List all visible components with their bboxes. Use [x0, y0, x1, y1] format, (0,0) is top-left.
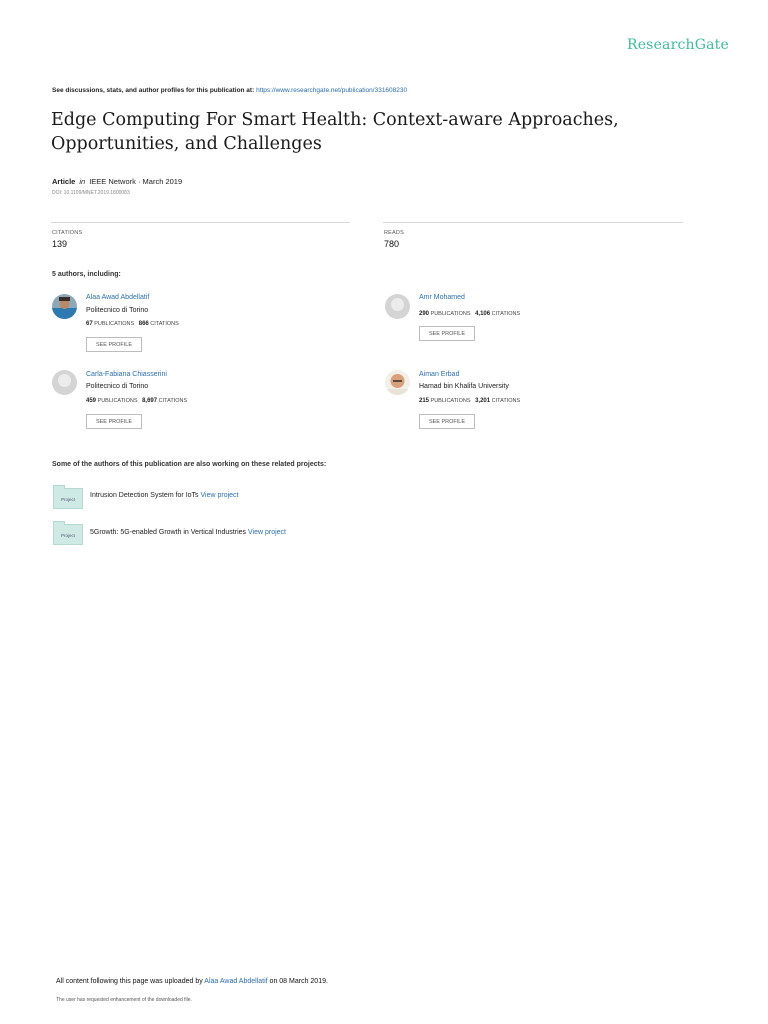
citations-label: CITATIONS — [158, 398, 188, 404]
publications-label: PUBLICATIONS — [94, 321, 135, 327]
article-type: Article — [52, 177, 76, 186]
project-item — [90, 492, 239, 499]
author-name[interactable]: Aiman Erbad — [419, 371, 460, 378]
see-profile-button[interactable]: SEE PROFILE — [86, 337, 142, 352]
citations-value: 139 — [52, 239, 68, 249]
publications-label: PUBLICATIONS — [430, 398, 471, 404]
authors-heading: 5 authors, including: — [52, 271, 121, 278]
citations-label: CITATIONS — [52, 230, 83, 236]
publications-label: PUBLICATIONS — [97, 398, 138, 404]
author-stats — [86, 321, 179, 327]
avatar[interactable] — [385, 294, 410, 319]
publication-url-link[interactable]: https://www.researchgate.net/publication/331608230 — [256, 87, 408, 94]
author-institution: Hamad bin Khalifa University — [419, 383, 509, 390]
article-meta — [52, 177, 182, 186]
author-photo-icon — [385, 370, 410, 395]
author-name[interactable]: Alaa Awad Abdellatif — [86, 294, 150, 301]
author-institution: Politecnico di Torino — [86, 383, 149, 390]
profiles-notice-text: See discussions, stats, and author profiles for this publication at: — [52, 87, 255, 94]
citations-count: 8,697 — [142, 398, 158, 404]
citations-count: 3,201 — [475, 398, 491, 404]
publication-title: Edge Computing For Smart Health: Context-aware Approaches, Opportunities, and Challenges — [51, 110, 619, 154]
reads-label: READS — [384, 230, 404, 236]
uploader-link[interactable]: Alaa Awad Abdellatif — [204, 978, 268, 985]
avatar[interactable] — [385, 370, 410, 395]
project-title: 5Growth: 5G-enabled Growth in Vertical Industries — [90, 529, 247, 536]
publications-count: 290 — [419, 311, 430, 317]
citations-label: CITATIONS — [150, 321, 179, 327]
author-stats — [419, 311, 520, 317]
doi: DOI: 10.1109/MNET.2019.1800083 — [52, 190, 130, 196]
see-profile-button[interactable]: SEE PROFILE — [419, 326, 475, 341]
citations-count: 4,106 — [475, 311, 491, 317]
project-icon-label: Project — [60, 533, 75, 538]
upload-date: on 08 March 2019. — [269, 978, 328, 985]
project-icon-label: Project — [60, 497, 75, 502]
avatar[interactable] — [52, 370, 77, 395]
article-in: in — [79, 177, 86, 186]
avatar[interactable] — [52, 294, 77, 319]
reads-divider — [383, 222, 683, 223]
enhancement-note: The user has requested enhancement of the downloaded file. — [56, 997, 192, 1003]
view-project-link[interactable]: View project — [247, 529, 286, 536]
see-profile-button[interactable]: SEE PROFILE — [419, 414, 475, 429]
project-folder-icon — [53, 488, 83, 509]
citations-count: 866 — [138, 321, 149, 327]
project-folder-icon — [53, 524, 83, 545]
see-profile-button[interactable]: SEE PROFILE — [86, 414, 142, 429]
publications-count: 459 — [86, 398, 97, 404]
upload-notice — [56, 978, 328, 985]
publications-count: 215 — [419, 398, 430, 404]
citations-divider — [51, 222, 350, 223]
author-stats — [419, 398, 520, 404]
publications-count: 67 — [86, 321, 93, 327]
citations-label: CITATIONS — [491, 398, 521, 404]
author-name[interactable]: Carla-Fabiana Chiasserini — [86, 371, 167, 378]
author-name[interactable]: Amr Mohamed — [419, 294, 465, 301]
reads-value: 780 — [384, 239, 400, 249]
view-project-link[interactable]: View project — [200, 492, 239, 499]
project-item — [90, 529, 286, 536]
author-institution: Politecnico di Torino — [86, 307, 149, 314]
profiles-notice — [52, 87, 407, 94]
upload-prefix: All content following this page was uploaded by — [56, 978, 203, 985]
author-photo-icon — [52, 294, 77, 319]
related-projects-heading: Some of the authors of this publication are also working on these related projects: — [52, 461, 327, 468]
publications-label: PUBLICATIONS — [430, 311, 471, 317]
article-venue: IEEE Network · March 2019 — [89, 177, 183, 186]
citations-label: CITATIONS — [491, 311, 521, 317]
project-title: Intrusion Detection System for IoTs — [90, 492, 199, 499]
author-stats — [86, 398, 187, 404]
researchgate-logo[interactable]: ResearchGate — [626, 37, 729, 53]
